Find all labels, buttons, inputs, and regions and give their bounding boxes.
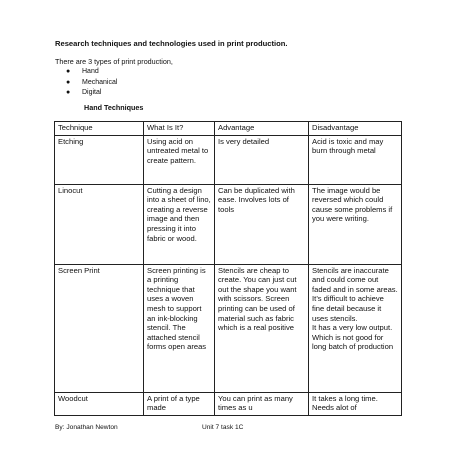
cell-technique: Linocut — [55, 184, 144, 264]
list-item-label: Mechanical — [82, 78, 118, 86]
cell-disadvantage: Acid is toxic and may burn through metal — [309, 135, 402, 184]
cell-technique: Woodcut — [55, 392, 144, 415]
cell-technique: Etching — [55, 135, 144, 184]
cell-what-is-it: Screen printing is a printing technique that uses a woven mesh to support an ink-blocking stencil. The attached stencil forms open areas — [144, 264, 215, 392]
cell-what-is-it: Using acid on untreated metal to create pattern. — [144, 135, 215, 184]
footer-author: By: Jonathan Newton — [55, 424, 118, 431]
cell-disadvantage: Stencils are inaccurate and could come out faded and in some areas. It’s difficult to achieve fine detail because it uses stencils. It has a very low output. Which is not good for long batch of production — [309, 264, 402, 392]
cell-advantage: You can print as many times as u — [215, 392, 309, 415]
table-row — [55, 392, 402, 415]
cell-technique: Screen Print — [55, 264, 144, 392]
bullet-icon: ● — [66, 68, 71, 75]
cell-advantage: Can be duplicated with ease. Involves lots of tools — [215, 184, 309, 264]
techniques-table — [54, 121, 402, 416]
list-item — [66, 88, 117, 99]
header-disadvantage: Disadvantage — [309, 122, 402, 136]
cell-disadvantage: It takes a long time. Needs alot of — [309, 392, 402, 415]
table-header-row — [55, 122, 402, 136]
bullet-icon: ● — [66, 89, 71, 96]
header-technique: Technique — [55, 122, 144, 136]
list-item — [66, 78, 117, 89]
cell-advantage: Stencils are cheap to create. You can just cut out the shape you want with scissors. Screen printing can be used of material such as fabric which is a real positive — [215, 264, 309, 392]
section-heading: Hand Techniques — [84, 103, 144, 112]
table-row — [55, 184, 402, 264]
cell-disadvantage: The image would be reversed which could cause some problems if you were writing. — [309, 184, 402, 264]
footer-unit: Unit 7 task 1C — [202, 424, 244, 431]
table-row — [55, 135, 402, 184]
list-item-label: Digital — [82, 89, 102, 96]
cell-advantage: Is very detailed — [215, 135, 309, 184]
list-item-label: Hand — [82, 68, 99, 75]
intro-text: There are 3 types of print production, — [55, 57, 173, 66]
table-row — [55, 264, 402, 392]
header-advantage: Advantage — [215, 122, 309, 136]
cell-what-is-it: Cutting a design into a sheet of lino, creating a reverse image and then pressing it into fabric or wood. — [144, 184, 215, 264]
header-what-is-it: What Is It? — [144, 122, 215, 136]
cell-what-is-it: A print of a type made — [144, 392, 215, 415]
list-item — [66, 67, 117, 78]
bullet-icon: ● — [66, 78, 71, 86]
document-title: Research techniques and technologies used in print production. — [55, 39, 288, 48]
print-types-list — [66, 67, 117, 99]
